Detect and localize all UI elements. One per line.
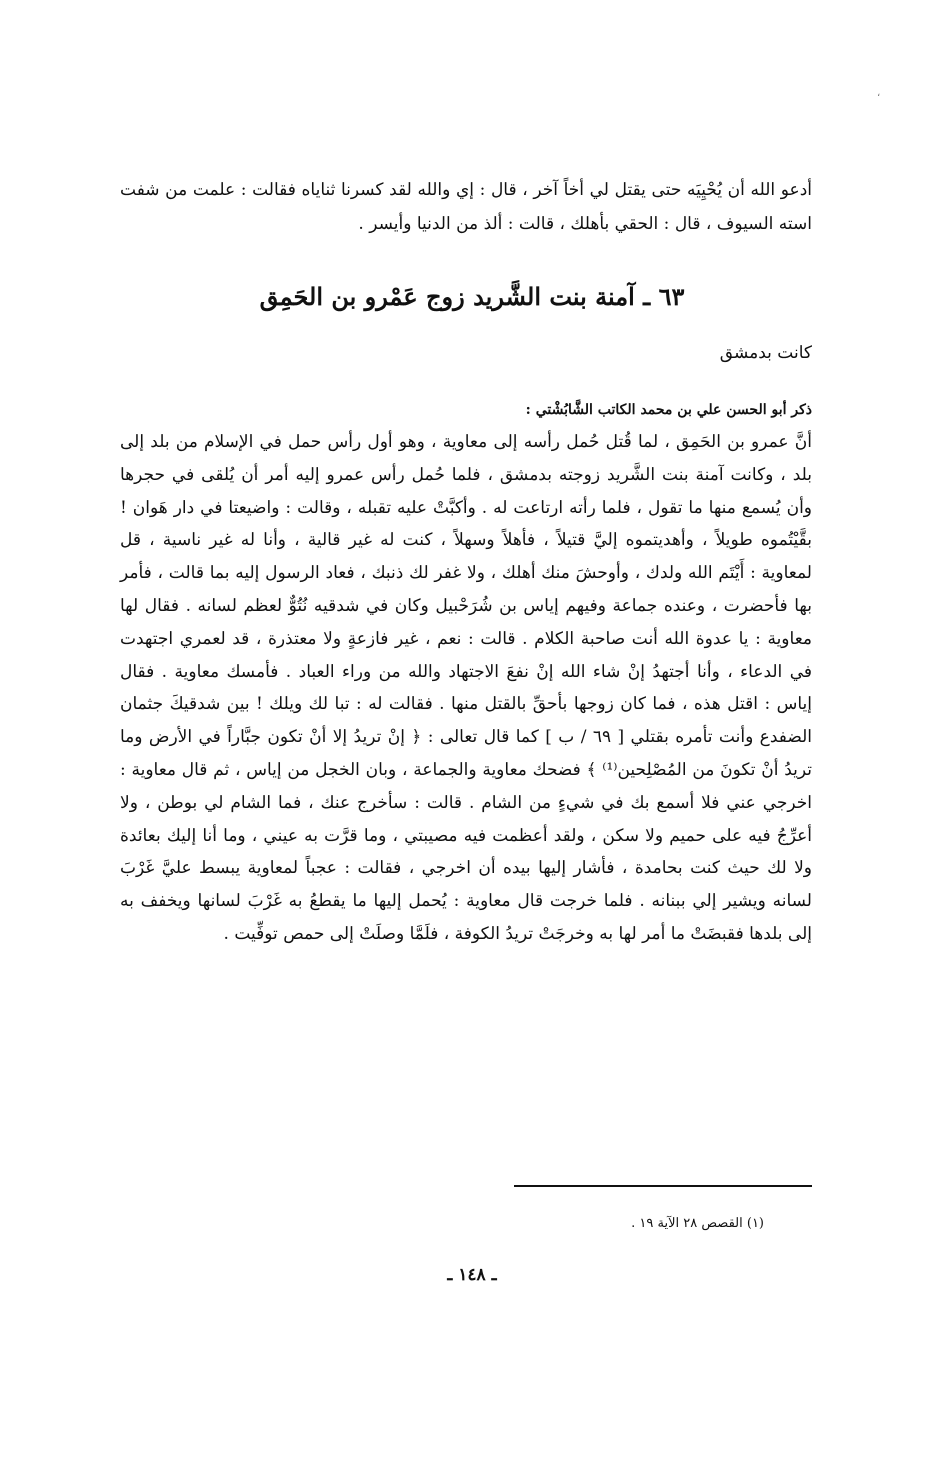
corner-mark: ، xyxy=(877,88,881,99)
footnote: (١) القصص ٢٨ الآية ١٩ . xyxy=(631,1216,764,1231)
source-attribution: ذكر أبو الحسن علي بن محمد الكاتب الشَّابُشْتي : xyxy=(525,402,812,418)
page-number: ـ ١٤٨ ـ xyxy=(447,1265,497,1285)
main-paragraph: أنَّ عمرو بن الحَمِق ، لما قُتل حُمل رأسه إلى معاوية ، وهو أول رأس حمل في الإسلام من بلد إلى بلد ، وكانت آمنة بنت الشَّريد زوجته بدمشق ، فلما حُمل رأس عمرو إليه أمر أن يُلقى في حجرها وأن يُسمع منها ما تقول ، فلما رأته ارتاعت له . وأكبَّتْ عليه تقبله ، وقالت : واضيعتا في دار هَوان ! بقَّيْتُموه طويلاً ، وأهديتموه إليَّ قتيلاً ، فأهلاً وسهلاً ، كنت له غير قالية ، وأنا له غير ناسية ، قل لمعاوية : أَيْتَم الله ولدك ، وأوحشَ منك أهلك ، ولا غفر لك ذنبك ، فعاد الرسول إليه بما قالت ، فأمر بها فأحضرت ، وعنده جماعة وفيهم إياس بن شُرَحْبيل وكان في شدقيه نُتُوٌّ لعظم لسانه . فقال لها معاوية : يا عدوة الله أنت صاحبة الكلام . قالت : نعم ، غير فازعةٍ ولا معتذرة ، قد لعمري اجتهدت في الدعاء ، وأنا أجتهدُ إنْ شاء الله إنْ نفعَ الاجتهاد والله من وراء العباد . فأمسك معاوية . فقال إياس : اقتل هذه ، فما كان زوجها بأحقِّ بالقتل منها . فقالت له : تبا لك ويلك ! بين شدقيكَ جثمان الضفدع وأنت تأمره بقتلي [ ٦٩ / ب ] كما قال تعالى : ﴿ إنْ تريدُ إلا أنْ تكون جبَّاراً في الأرض وما تريدُ أنْ تكونَ من المُصْلِحين⁽¹⁾ ﴾ فضحك معاوية والجماعة ، وبان الخجل من إياس ، ثم قال معاوية : اخرجي عني فلا أسمع بك في شيءٍ من الشام . قالت : سأخرج عنك ، فما الشام لي بوطن ، ولا أعرِّجُ فيه على حميم ولا سكن ، ولقد أعظمت فيه مصيبتي ، وما قرَّت به عيني ، وما أنا إليك بعائدة ولا لك حيث كنت بحامدة ، فأشار إليها بيده أن اخرجي ، فقالت : عجباً لمعاوية يبسط عليَّ غَرْبَ لسانه ويشير إلي ببنانه . فلما خرجت قال معاوية : يُحمل إليها ما يقطعُ به غَرْبَ لسانها ويخفف به إلى بلدها فقبضَتْ ما أمر لها به وخرجَتْ تريدُ الكوفة ، فلَمَّا وصلَتْ إلى حمص توفِّيت . xyxy=(120,432,813,944)
place-line: كانت بدمشق xyxy=(719,343,812,363)
footnote-separator xyxy=(514,1185,812,1187)
section-heading: ٦٣ ـ آمنة بنت الشَّريد زوج عَمْرو بن الحَمِق xyxy=(259,282,685,311)
intro-paragraph: أدعو الله أن يُحْيِيَه حتى يقتل لي أخاً آخر ، قال : إي والله لقد كسرنا ثناياه فقالت : علمت من شفت استه السيوف ، قال : الحقي بأهلك ، قالت : ألذ من الدنيا وأيسر . xyxy=(120,180,812,234)
